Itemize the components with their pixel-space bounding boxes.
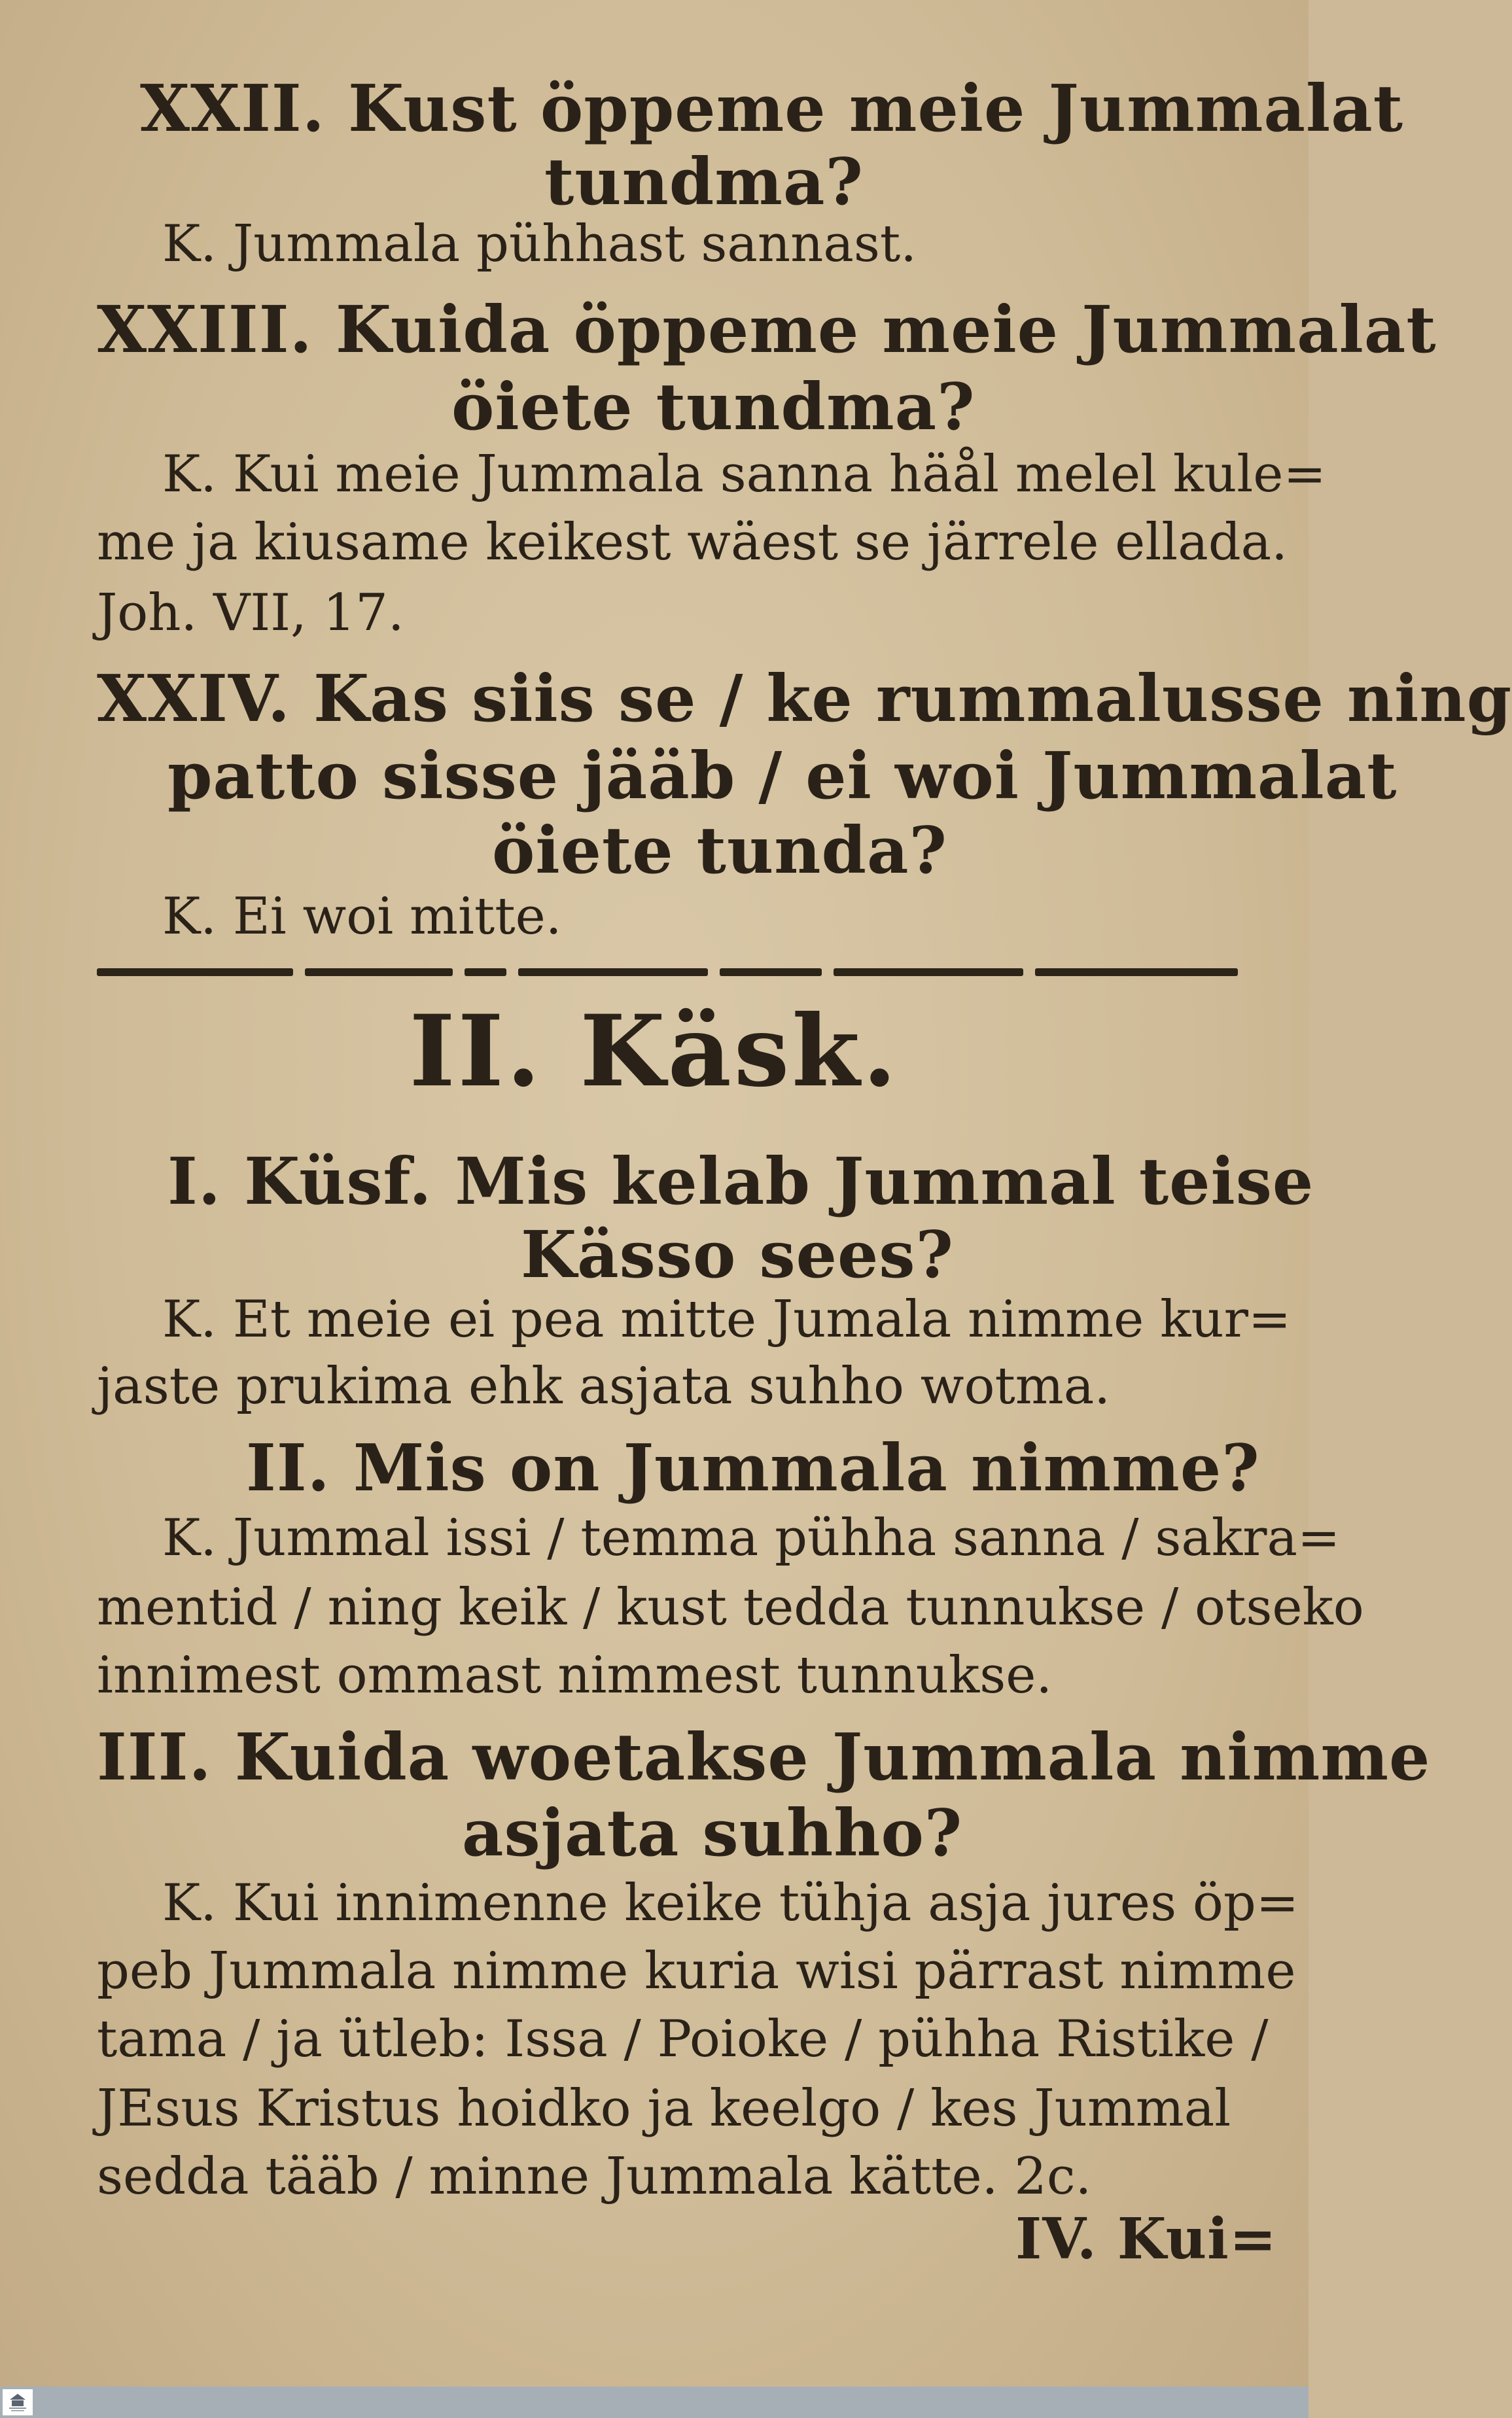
answer-text: me ja kiusame keikest wäest se järrele ellada. [97, 513, 1288, 572]
section-title: II. Käsk. [409, 994, 900, 1109]
answer-text: K. Kui meie Jummala sanna häål melel kule= [162, 445, 1326, 504]
answer-text: K. Et meie ei pea mitte Jumala nimme kur= [162, 1290, 1292, 1349]
library-logo-icon [3, 2389, 33, 2415]
question-heading: XXIII. Kuida öppeme meie Jummalat [97, 292, 1437, 368]
catchword: IV. Kui= [1015, 2206, 1277, 2272]
ornamental-divider [97, 968, 1242, 977]
question-heading: asjata suhho? [462, 1796, 963, 1871]
answer-text: JEsus Kristus hoidko ja keelgo / kes Jummal [97, 2079, 1231, 2138]
bible-reference: Joh. VII, 17. [97, 584, 404, 642]
answer-text: sedda tääb / minne Jummala kätte. 2c. [97, 2147, 1092, 2206]
question-heading: I. Küsf. Mis kelab Jummal teise [167, 1144, 1314, 1219]
answer-text: K. Kui innimenne keike tühja asja jures öp= [162, 1874, 1299, 1933]
answer-text: peb Jummala nimme kuria wisi pärrast nimme [97, 1942, 1296, 2001]
question-heading: tundma? [544, 145, 864, 220]
answer-text: innimest ommast nimmest tunnukse. [97, 1646, 1053, 1705]
answer-text: tama / ja ütleb: Issa / Poioke / pühha Ristike / [97, 2010, 1269, 2069]
question-heading: öiete tundma? [451, 370, 976, 445]
answer-text: jaste prukima ehk asjata suhho wotma. [97, 1357, 1111, 1416]
viewer-bottom-bar [0, 2387, 1309, 2418]
question-heading: öiete tunda? [492, 813, 947, 888]
answer-text: K. Jummal issi / temma pühha sanna / sakra= [162, 1509, 1341, 1568]
question-heading: III. Kuida woetakse Jummala nimme [97, 1720, 1431, 1795]
question-heading: XXIV. Kas siis se / ke rummalusse ning [97, 661, 1512, 737]
answer-text: K. Ei woi mitte. [162, 887, 562, 946]
question-heading: II. Mis on Jummala nimme? [246, 1431, 1260, 1506]
answer-text: mentid / ning keik / kust tedda tunnukse / otseko [97, 1578, 1364, 1637]
answer-text: K. Jummala pühhast sannast. [162, 215, 917, 273]
question-heading: XXII. Kust öppeme meie Jummalat [140, 71, 1403, 147]
question-heading: patto sisse jääb / ei woi Jummalat [167, 739, 1398, 814]
question-heading: Kässo sees? [521, 1218, 954, 1293]
